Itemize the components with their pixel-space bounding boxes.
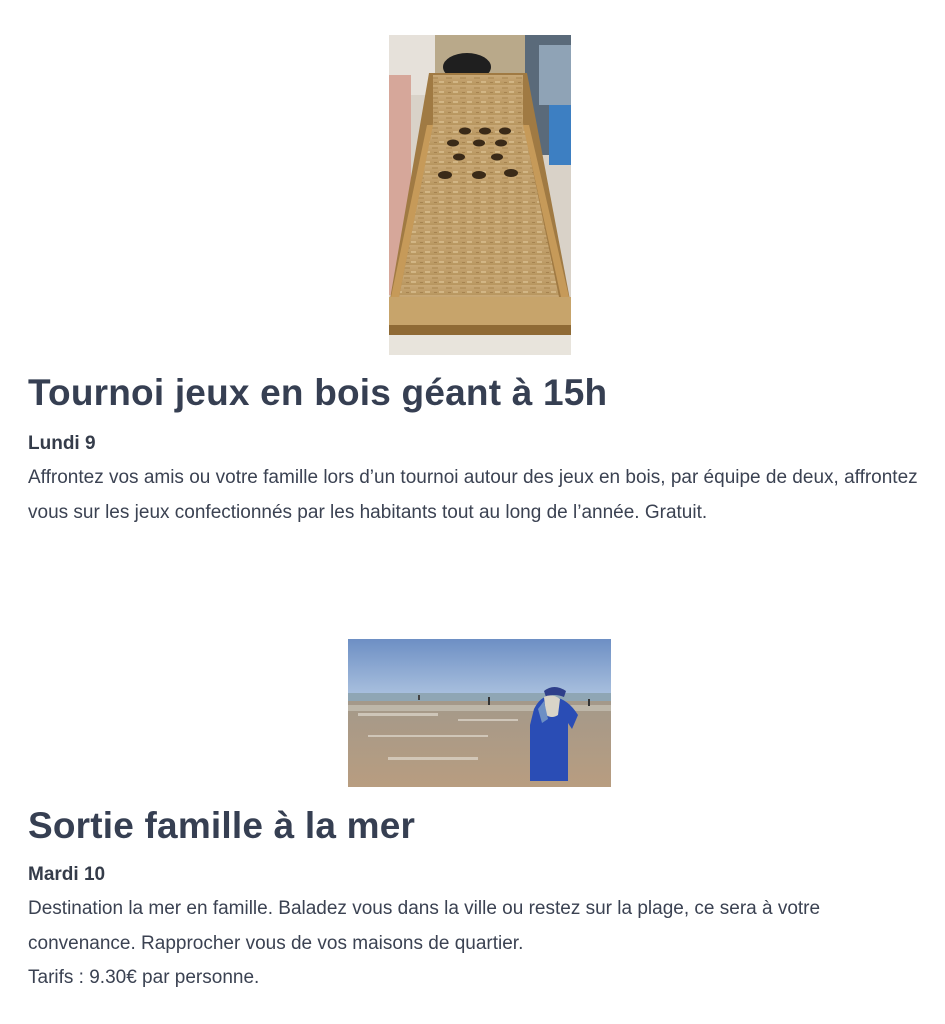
event-title: Tournoi jeux en bois géant à 15h — [28, 372, 608, 413]
description-paragraph: Destination la mer en famille. Baladez vous dans la ville ou restez sur la plage, ce sera à votre convenance. Rapprocher vous de vos maisons de quartier. — [28, 898, 821, 954]
event-date: Mardi 10 — [28, 864, 106, 885]
event-photo-wrapper — [28, 35, 931, 355]
event-card — [28, 35, 931, 530]
description-paragraph: Affrontez vos amis ou votre famille lors d’un tournoi autour des jeux en bois, par équipe de deux, affrontez vous sur les jeux confectionnés par les habitants tout au long de l’année. Gratuit. — [28, 467, 918, 523]
price-line: Tarifs : 9.30€ par personne. — [28, 967, 260, 988]
event-card — [28, 639, 931, 996]
event-description — [28, 461, 931, 530]
event-photo-wrapper — [28, 639, 931, 787]
event-description — [28, 892, 931, 996]
event-date: Lundi 9 — [28, 433, 96, 454]
beach-photo — [348, 639, 611, 787]
wooden-board-game-photo — [389, 35, 571, 355]
event-title: Sortie famille à la mer — [28, 805, 416, 846]
